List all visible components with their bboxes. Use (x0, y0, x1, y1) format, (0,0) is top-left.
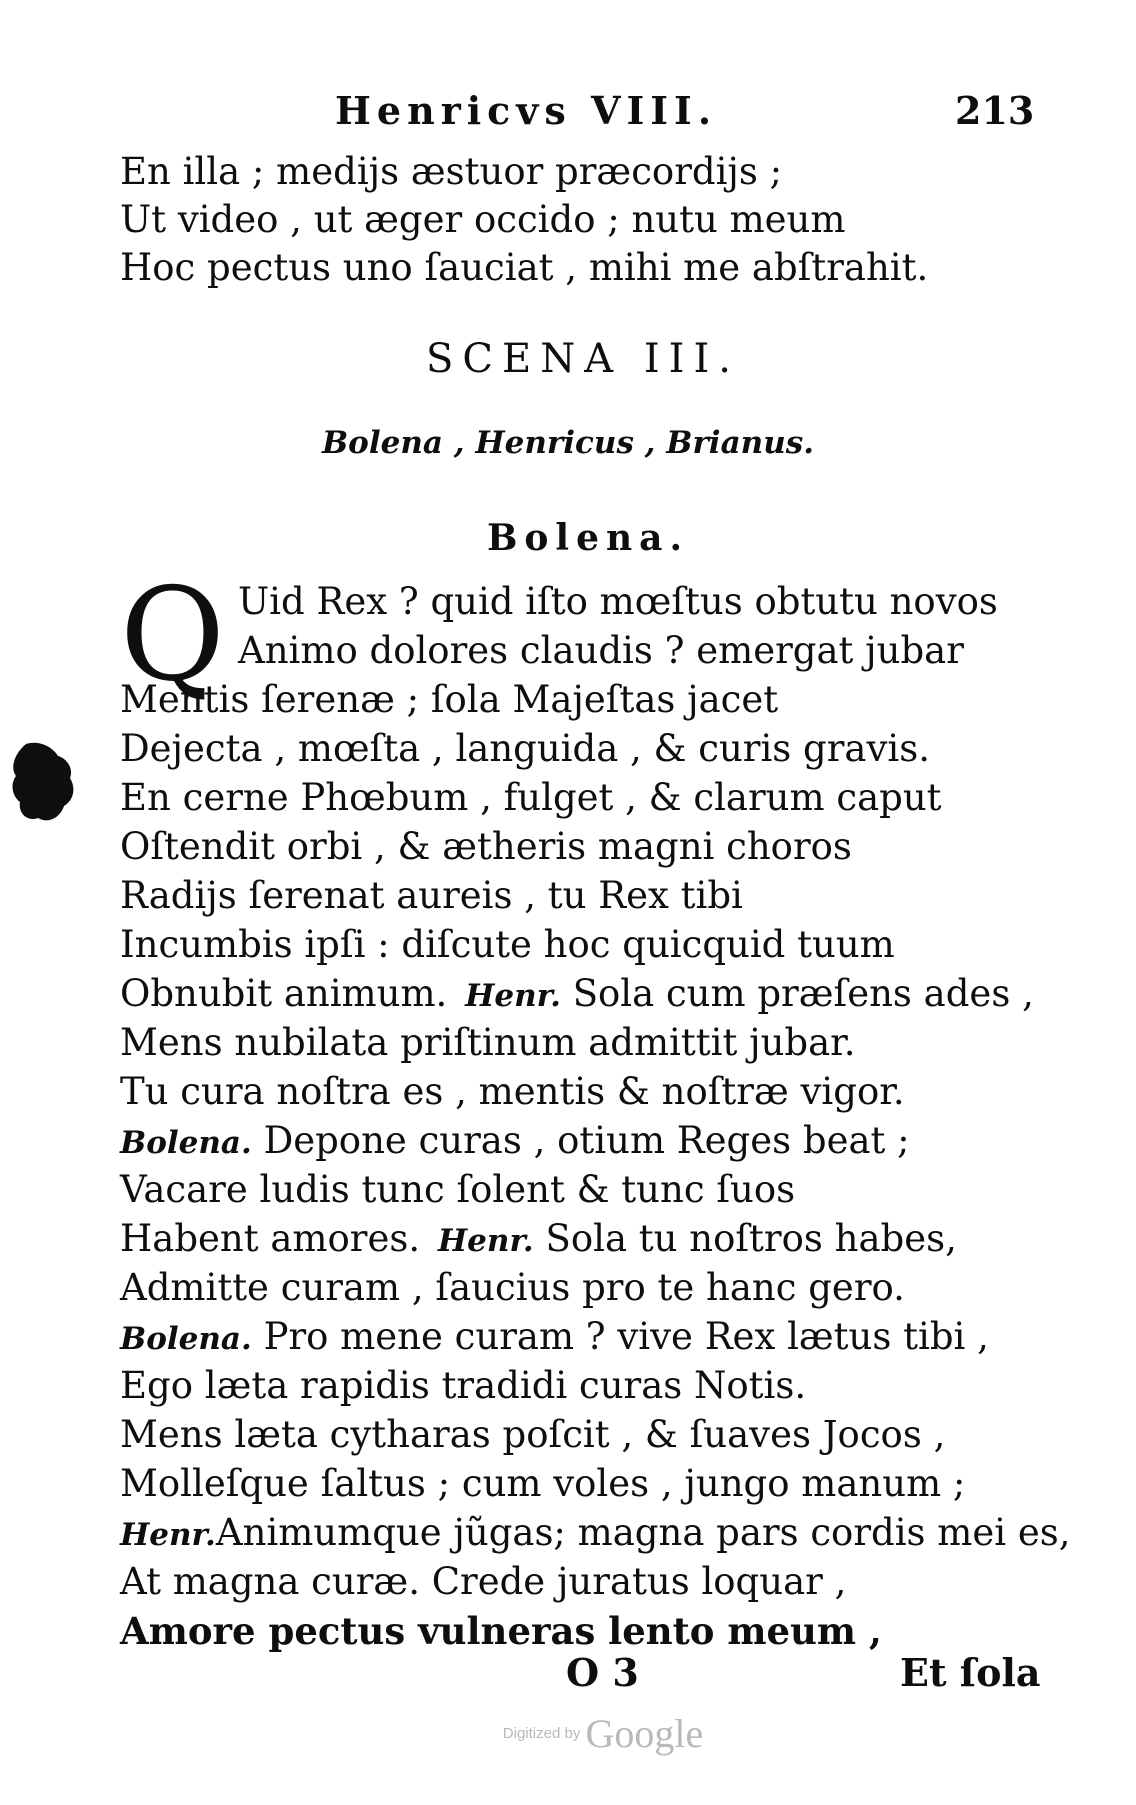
verse-line: Mens læta cytharas poſcit , & ſuaves Jocos , (120, 1413, 946, 1456)
page-footer (0, 1650, 1136, 1710)
verse-line: Bolena. Pro mene curam ? vive Rex lætus tibi , (120, 1315, 989, 1358)
verse-line: Molleſque ſaltus ; cum voles , jungo manum ; (120, 1462, 966, 1505)
verse-line: Amore pectus vulneras lento meum , (120, 1609, 882, 1653)
catchword: Et ſola (900, 1650, 1041, 1695)
verse-line: Animo dolores claudis ? emergat jubar (238, 629, 964, 672)
verse-line: Incumbis ipſi : diſcute hoc quicquid tuum (120, 923, 895, 966)
running-title: Henricvs VIII. (335, 88, 718, 133)
verse-line: En cerne Phœbum , fulget , & clarum caput (120, 776, 942, 819)
watermark-prefix: Digitized by (502, 1725, 581, 1742)
verse-line: Habent amores. Henr. Sola tu noſtros habes, (120, 1217, 957, 1260)
verse-line: Dejecta , mœſta , languida , & curis gravis. (120, 727, 930, 770)
verse-line: Hoc pectus uno ſauciat , mihi me abſtrahit. (120, 246, 929, 289)
speaker-abbrev: Bolena. (120, 1125, 252, 1161)
verse-line: Admitte curam , ſaucius pro te hanc gero. (120, 1266, 905, 1309)
verse-line: Oſtendit orbi , & ætheris magni choros (120, 825, 852, 868)
digitization-watermark (0, 1710, 1136, 1757)
speaker-abbrev: Henr. (437, 1223, 534, 1259)
scene-title: SCENA III. (426, 336, 740, 382)
verse-line: Mentis ſerenæ ; ſola Majeſtas jacet (120, 678, 779, 721)
ink-blot-mark (8, 738, 78, 826)
verse-line: En illa ; medijs æstuor præcordijs ; (120, 150, 783, 193)
speaker-abbrev: Henr. (120, 1517, 216, 1553)
verse-line: Obnubit animum. Henr. Sola cum præſens ades , (120, 972, 1034, 1015)
speaker-heading: Bolena. (486, 517, 690, 559)
verse-line: Ut video , ut æger occido ; nutu meum (120, 198, 846, 241)
verse-line: Mens nubilata priſtinum admittit jubar. (120, 1021, 856, 1064)
signature-mark: O 3 (566, 1650, 639, 1695)
verse-line: Ego læta rapidis tradidi curas Notis. (120, 1364, 807, 1407)
verse-line: Uid Rex ? quid iſto mœſtus obtutu novos (238, 580, 998, 623)
scene-characters: Bolena , Henricus , Brianus. (321, 425, 814, 461)
page-number: 213 (955, 88, 1035, 133)
speaker-abbrev: Bolena. (120, 1321, 252, 1357)
verse-line: Bolena. Depone curas , otium Reges beat ; (120, 1119, 910, 1162)
speaker-abbrev: Henr. (465, 978, 561, 1014)
verse-line: Radijs ſerenat aureis , tu Rex tibi (120, 874, 743, 917)
verse-line: Henr.Animumque jũgas; magna pars cordis mei es, (120, 1511, 1071, 1554)
verse-line: At magna curæ. Crede juratus loquar , (120, 1560, 847, 1603)
drop-cap: Q (120, 561, 225, 710)
watermark-logo: Google (585, 1711, 704, 1756)
verse-line: Vacare ludis tunc ſolent & tunc ſuos (120, 1168, 796, 1211)
page-header (0, 88, 1136, 138)
verse-line: Tu cura noſtra es , mentis & noſtræ vigor. (120, 1070, 905, 1113)
